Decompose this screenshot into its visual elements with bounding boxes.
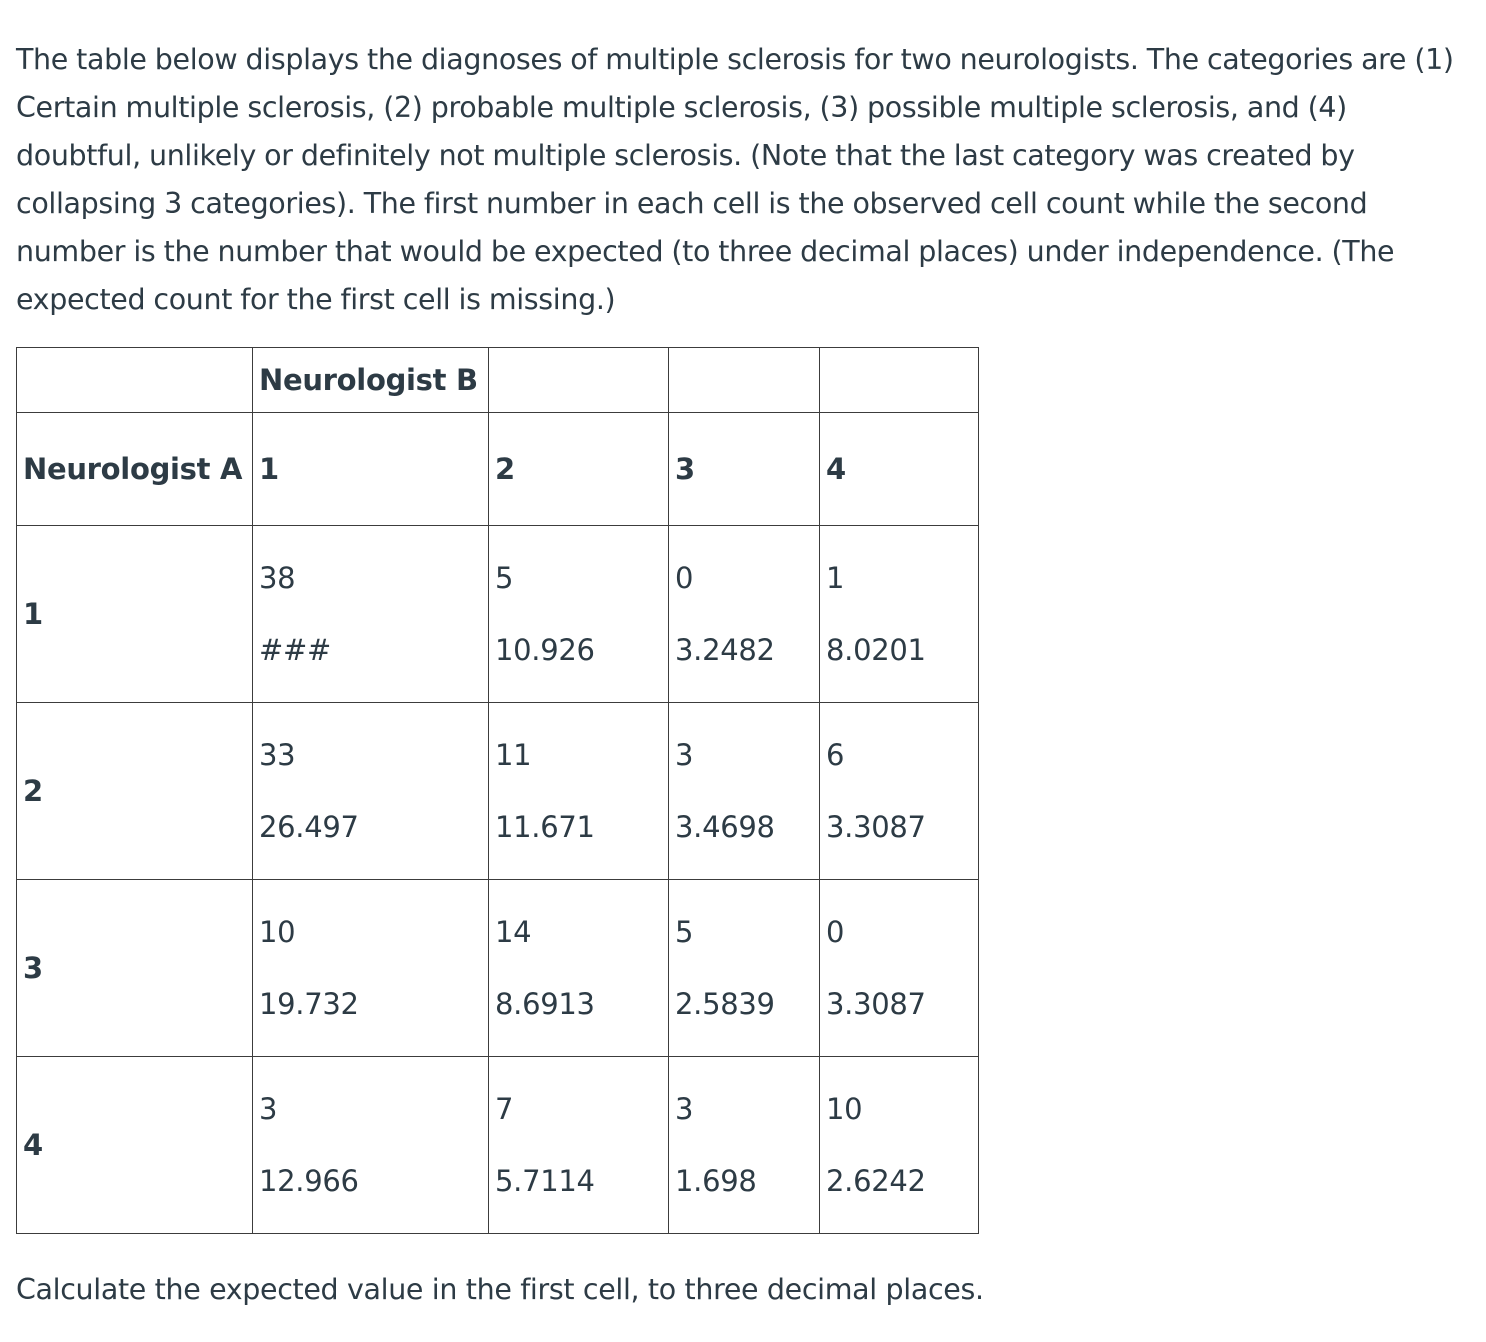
intro-line: doubtful, unlikely or definitely not multiple sclerosis. (Note that the last category was created by xyxy=(16,139,1355,172)
table-cell xyxy=(489,1057,669,1234)
expected-count: 8.6913 xyxy=(495,987,595,1021)
observed-count: 0 xyxy=(826,915,845,949)
observed-count: 10 xyxy=(826,1092,863,1126)
observed-count: 3 xyxy=(675,738,694,772)
table-row xyxy=(17,526,979,703)
table-cell xyxy=(669,526,820,703)
contingency-table xyxy=(16,347,979,1234)
row-label: 1 xyxy=(17,526,253,703)
intro-line: The table below displays the diagnoses of multiple sclerosis for two neurologists. The categories are (1) xyxy=(16,43,1454,76)
intro-line: Certain multiple sclerosis, (2) probable multiple sclerosis, (3) possible multiple sclerosis, and (4) xyxy=(16,91,1347,124)
empty-corner-cell xyxy=(17,348,253,413)
expected-count: 3.4698 xyxy=(675,810,775,844)
observed-count: 3 xyxy=(675,1092,694,1126)
table-cell xyxy=(253,1057,489,1234)
neurologist-b-header: Neurologist B xyxy=(253,348,489,413)
table-row xyxy=(17,703,979,880)
observed-count: 0 xyxy=(675,561,694,595)
category-label: 4 xyxy=(820,413,979,526)
intro-line: number is the number that would be expected (to three decimal places) under independence. (The xyxy=(16,235,1395,268)
observed-count: 7 xyxy=(495,1092,514,1126)
observed-count: 11 xyxy=(495,738,532,772)
table-cell xyxy=(253,880,489,1057)
expected-count: 3.3087 xyxy=(826,987,926,1021)
category-label: 1 xyxy=(253,413,489,526)
expected-count: 3.3087 xyxy=(826,810,926,844)
table-cell xyxy=(820,703,979,880)
observed-count: 38 xyxy=(259,561,296,595)
table-header-row xyxy=(17,348,979,413)
table-row xyxy=(17,880,979,1057)
intro-text xyxy=(16,36,1476,324)
table-cell xyxy=(253,526,489,703)
category-label: 3 xyxy=(669,413,820,526)
observed-count: 10 xyxy=(259,915,296,949)
expected-count: 5.7114 xyxy=(495,1164,595,1198)
table-cell xyxy=(669,880,820,1057)
expected-count: 26.497 xyxy=(259,810,359,844)
table-cell xyxy=(820,880,979,1057)
table-cell xyxy=(820,1057,979,1234)
category-label: 2 xyxy=(489,413,669,526)
expected-count: 8.0201 xyxy=(826,633,926,667)
neurologist-a-header: Neurologist A xyxy=(17,413,253,526)
table-row xyxy=(17,1057,979,1234)
category-row xyxy=(17,413,979,526)
expected-count: 11.671 xyxy=(495,810,595,844)
row-label: 4 xyxy=(17,1057,253,1234)
table-cell xyxy=(820,526,979,703)
expected-count: 12.966 xyxy=(259,1164,359,1198)
intro-line: expected count for the first cell is missing.) xyxy=(16,283,616,316)
observed-count: 3 xyxy=(259,1092,278,1126)
expected-count: 10.926 xyxy=(495,633,595,667)
table-cell xyxy=(669,703,820,880)
expected-count: ### xyxy=(259,633,331,667)
observed-count: 5 xyxy=(495,561,514,595)
table-cell xyxy=(489,703,669,880)
question-text: Calculate the expected value in the first cell, to three decimal places. xyxy=(16,1273,984,1306)
row-label: 2 xyxy=(17,703,253,880)
table-cell xyxy=(253,703,489,880)
empty-header-cell xyxy=(669,348,820,413)
table-cell xyxy=(669,1057,820,1234)
table-cell xyxy=(489,880,669,1057)
observed-count: 14 xyxy=(495,915,532,949)
observed-count: 1 xyxy=(826,561,845,595)
observed-count: 6 xyxy=(826,738,845,772)
intro-line: collapsing 3 categories). The first number in each cell is the observed cell count while the second xyxy=(16,187,1368,220)
expected-count: 19.732 xyxy=(259,987,359,1021)
expected-count: 2.5839 xyxy=(675,987,775,1021)
table-cell xyxy=(489,526,669,703)
empty-header-cell xyxy=(820,348,979,413)
observed-count: 33 xyxy=(259,738,296,772)
empty-header-cell xyxy=(489,348,669,413)
expected-count: 3.2482 xyxy=(675,633,775,667)
expected-count: 2.6242 xyxy=(826,1164,926,1198)
row-label: 3 xyxy=(17,880,253,1057)
observed-count: 5 xyxy=(675,915,694,949)
expected-count: 1.698 xyxy=(675,1164,757,1198)
